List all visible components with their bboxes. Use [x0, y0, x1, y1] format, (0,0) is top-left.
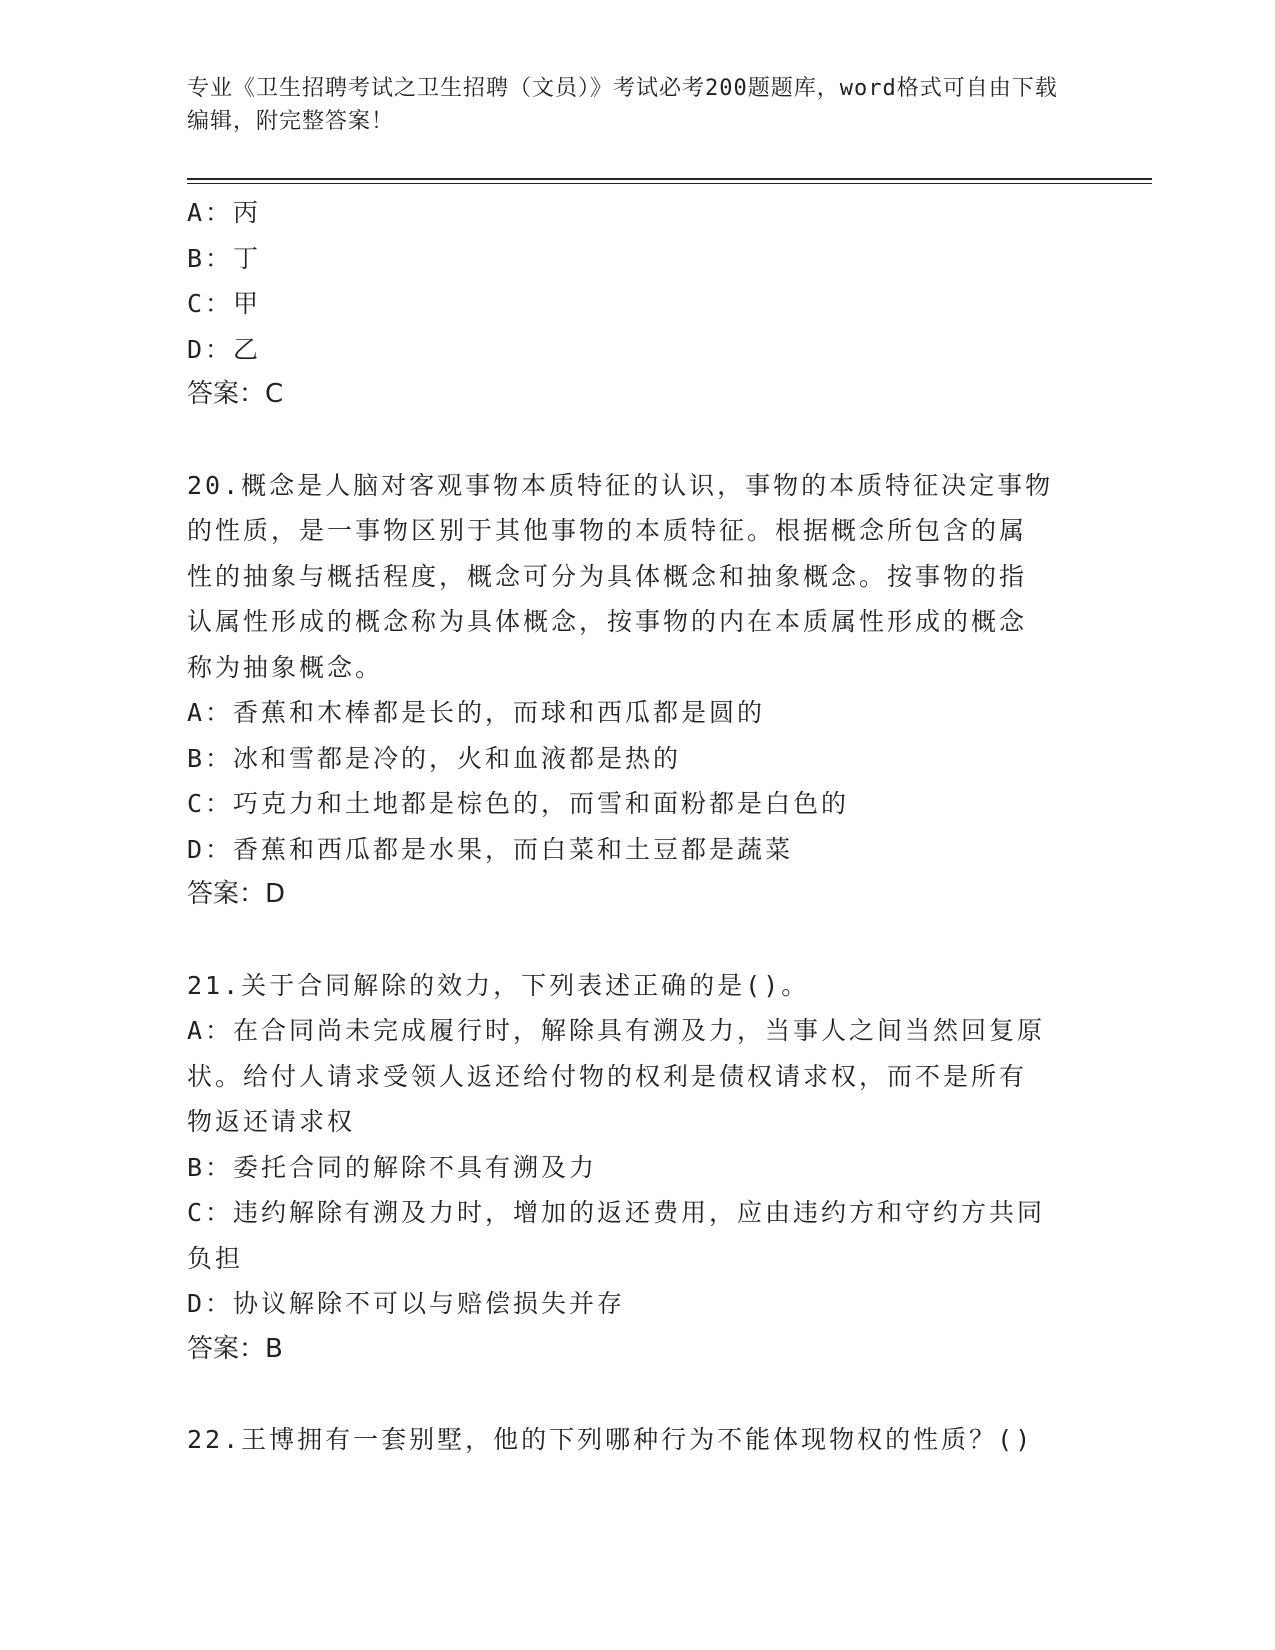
q21-stem: 21.关于合同解除的效力，下列表述正确的是()。 — [187, 970, 810, 1000]
q21-option-a-line: 状。给付人请求受领人返还给付物的权利是债权请求权，而不是所有 — [187, 1061, 1028, 1091]
q20-stem-line: 认属性形成的概念称为具体概念，按事物的内在本质属性形成的概念 — [187, 607, 1028, 636]
q20-option-d: D：香蕉和西瓜都是水果，而白菜和土豆都是蔬菜 — [187, 834, 794, 864]
q21-option-a-line: A：在合同尚未完成履行时，解除具有溯及力，当事人之间当然回复原 — [187, 1016, 1046, 1045]
header-divider-thick — [187, 178, 1152, 180]
q20-option-a: A：香蕉和木棒都是长的，而球和西瓜都是圆的 — [187, 698, 766, 727]
q21-option-b: B：委托合同的解除不具有溯及力 — [187, 1152, 598, 1182]
spacer — [187, 918, 1087, 963]
q19-option-b: B：丁 — [187, 243, 262, 273]
q19-option-c: C：甲 — [187, 289, 262, 318]
q21-option-d: D：协议解除不可以与赔偿损失并存 — [187, 1289, 626, 1318]
spacer — [187, 418, 1087, 463]
q21-option-c-line: 负担 — [187, 1243, 244, 1273]
q20-option-c: C：巧克力和土地都是棕色的，而雪和面粉都是白色的 — [187, 789, 850, 818]
spacer — [187, 1372, 1087, 1417]
q19-option-a: A：丙 — [187, 198, 262, 227]
q21-option-a-line: 物返还请求权 — [187, 1107, 356, 1136]
header-divider-thin — [187, 183, 1152, 184]
q19-option-d: D：乙 — [187, 334, 262, 364]
q21-option-c-line: C：违约解除有溯及力时，增加的返还费用，应由违约方和守约方共同 — [187, 1198, 1046, 1227]
q22-stem: 22.王博拥有一套别墅，他的下列哪种行为不能体现物权的性质？() — [187, 1425, 1034, 1454]
document-header: 专业《卫生招聘考试之卫生招聘（文员）》考试必考200题题库，word格式可自由下载编辑，附完整答案！ — [187, 76, 1058, 134]
q20-stem-line: 的性质，是一事物区别于其他事物的本质特征。根据概念所包含的属 — [187, 516, 1028, 545]
q20-stem-line: 称为抽象概念。 — [187, 652, 384, 682]
question-content — [187, 190, 1087, 1463]
q20-answer: 答案：D — [187, 879, 286, 909]
q20-option-b: B：冰和雪都是冷的，火和血液都是热的 — [187, 743, 682, 773]
q20-stem-line: 性的抽象与概括程度，概念可分为具体概念和抽象概念。按事物的指 — [187, 561, 1028, 591]
q20-stem-line: 20.概念是人脑对客观事物本质特征的认识，事物的本质特征决定事物 — [187, 470, 1054, 500]
q19-answer: 答案：C — [187, 379, 284, 409]
q21-answer: 答案：B — [187, 1333, 283, 1364]
